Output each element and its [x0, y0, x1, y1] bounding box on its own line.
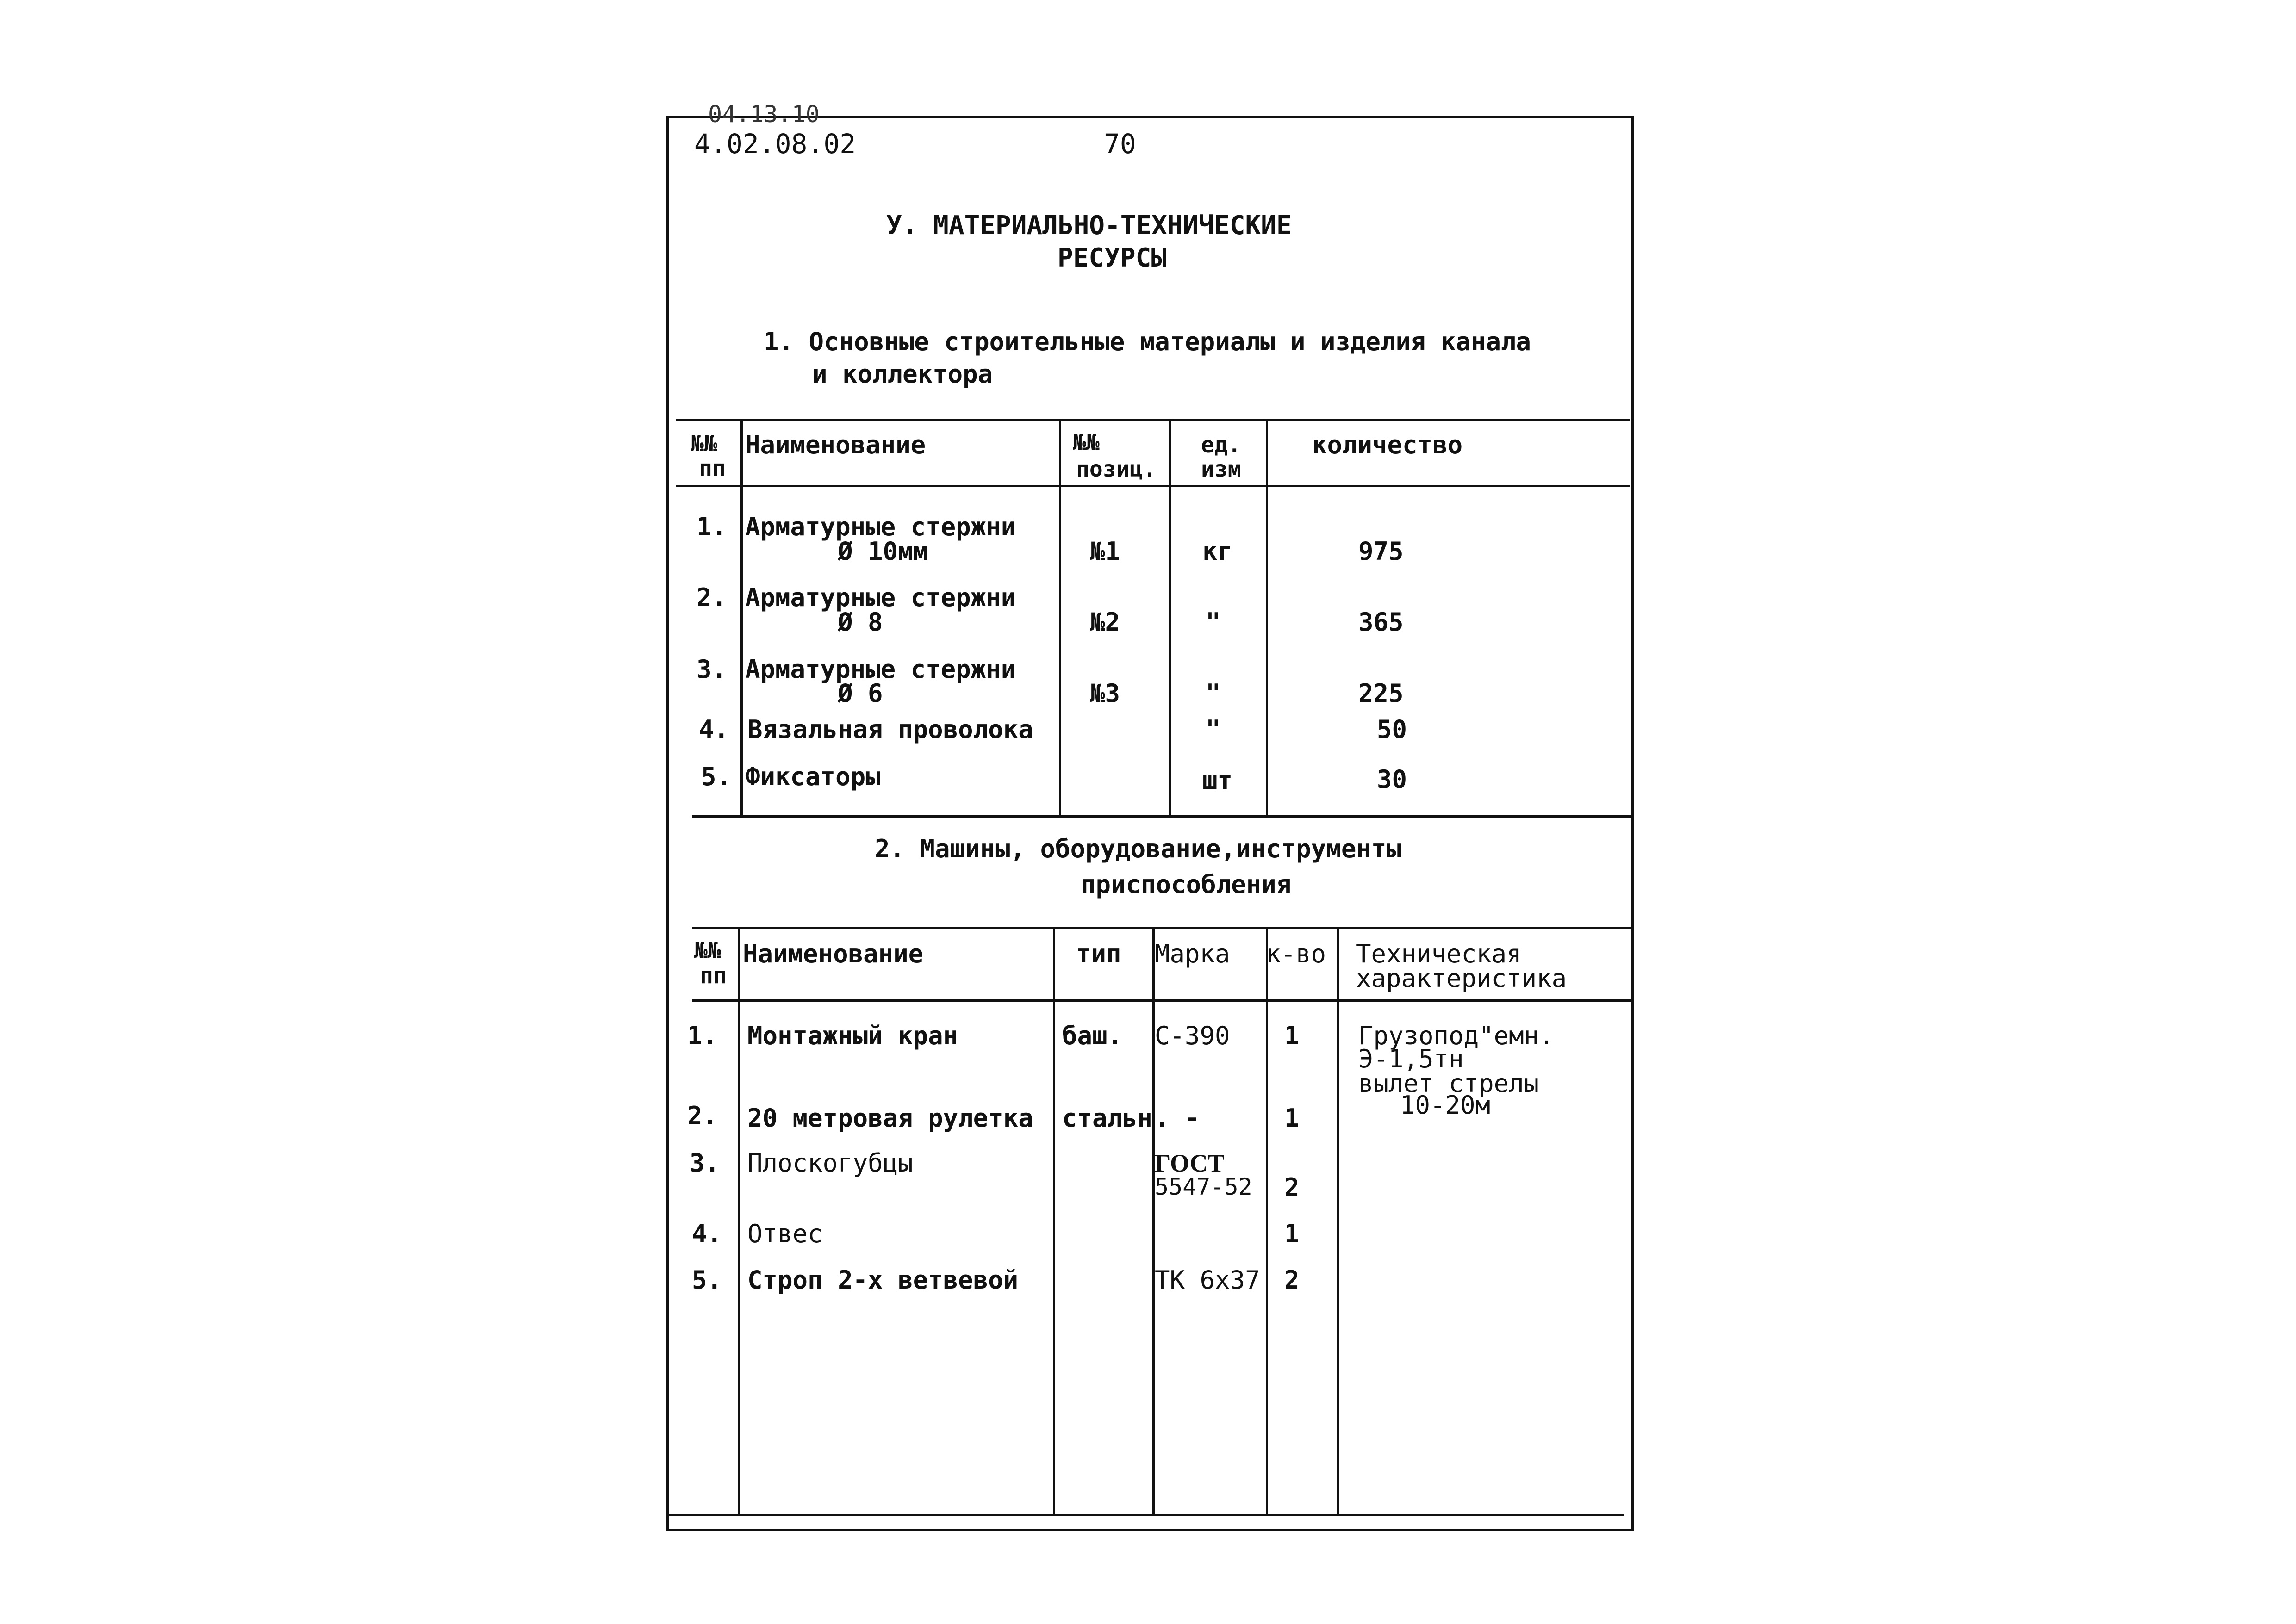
machines-header-num: №№: [694, 937, 721, 963]
document-code-top: 04.13.10: [708, 101, 820, 128]
machines-col-divider-5: [1337, 927, 1339, 1515]
machines-table-top-rule: [692, 927, 1631, 929]
materials-row-pos: №1: [1090, 537, 1120, 566]
machines-row-spec: Э-1,5тн: [1358, 1044, 1464, 1073]
machines-row-type: баш.: [1062, 1021, 1123, 1050]
materials-row-unit: ": [1206, 607, 1221, 637]
materials-row-name: Арматурные стержни: [745, 583, 1016, 612]
materials-row-num: 5.: [701, 762, 732, 791]
machines-row-name: 20 метровая рулетка: [747, 1103, 1033, 1133]
machines-header-type: тип: [1076, 939, 1121, 968]
machines-row-type: стальн: [1062, 1103, 1153, 1133]
materials-header-unit: ед.: [1201, 432, 1241, 458]
materials-row-qty: 225: [1358, 679, 1404, 708]
materials-subtitle-line1: 1. Основные строительные материалы и изделия канала: [764, 327, 1531, 356]
machines-header-rule: [692, 999, 1631, 1002]
materials-header-rule: [676, 485, 1630, 487]
machines-row-count: 1: [1284, 1219, 1300, 1248]
materials-row-qty: 50: [1377, 715, 1407, 744]
machines-row-count: 2: [1284, 1173, 1300, 1202]
machines-row-count: 2: [1284, 1265, 1300, 1295]
machines-header-spec2: характеристика: [1356, 964, 1567, 993]
materials-col-divider-4: [1266, 419, 1268, 817]
materials-row-qty: 30: [1377, 765, 1407, 794]
document-code: 4.02.08.02: [694, 128, 856, 160]
machines-row-spec: 10-20м: [1400, 1091, 1491, 1120]
machines-row-num: 5.: [692, 1265, 722, 1295]
machines-row-num: 3.: [690, 1148, 720, 1178]
machines-header-num2: пп: [700, 963, 727, 989]
machines-header-mark: Марка: [1155, 939, 1230, 968]
machines-header-name: Наименование: [743, 939, 924, 968]
materials-header-qty: количество: [1312, 430, 1463, 459]
machines-row-spec: вылет стрелы: [1358, 1069, 1539, 1098]
materials-row-unit: ": [1206, 715, 1221, 744]
machines-row-count: 1: [1284, 1021, 1300, 1050]
materials-header-pos2: позиц.: [1076, 456, 1157, 482]
materials-header-unit2: изм: [1201, 456, 1241, 482]
machines-row-spec: Грузопод"емн.: [1358, 1021, 1554, 1050]
materials-table-bottom-rule: [692, 815, 1631, 818]
machines-subtitle-line1: 2. Машины, оборудование,инструменты: [875, 834, 1401, 863]
machines-row-num: 2.: [687, 1101, 718, 1130]
materials-row-unit: кг: [1202, 537, 1233, 566]
materials-header-pos: №№: [1073, 429, 1100, 455]
materials-col-divider-2: [1059, 419, 1061, 817]
materials-header-name: Наименование: [745, 430, 926, 459]
materials-row-num: 2.: [697, 583, 727, 612]
machines-col-divider-3: [1152, 927, 1155, 1515]
materials-row-qty: 975: [1358, 537, 1404, 566]
materials-row-num: 3.: [697, 655, 727, 684]
materials-row-num: 1.: [697, 512, 727, 541]
machines-row-num: 4.: [692, 1219, 722, 1248]
materials-row-name: Фиксаторы: [745, 762, 881, 791]
materials-row-num: 4.: [699, 715, 729, 744]
machines-col-divider-2: [1053, 927, 1055, 1515]
materials-row-name: Вязальная проволока: [747, 715, 1033, 744]
machines-row-mark: . -: [1155, 1103, 1200, 1133]
machines-table-bottom-rule: [666, 1514, 1624, 1516]
materials-row-name-size: Ø 10мм: [838, 537, 928, 566]
materials-row-pos: №3: [1090, 679, 1120, 708]
machines-row-mark: ГОСТ: [1155, 1149, 1225, 1177]
machines-row-mark2: 5547-52: [1155, 1173, 1252, 1200]
page-number: 70: [1104, 128, 1136, 160]
materials-col-divider-1: [740, 419, 743, 817]
materials-table-top-rule: [676, 419, 1630, 421]
materials-row-pos: №2: [1090, 607, 1120, 637]
machines-header-count: к-во: [1266, 939, 1326, 968]
materials-row-unit: ": [1206, 679, 1221, 708]
machines-col-divider-4: [1266, 927, 1268, 1515]
machines-row-mark: С-390: [1155, 1021, 1230, 1050]
machines-row-mark: ТК 6х37: [1155, 1265, 1260, 1295]
section-title-line2: РЕСУРСЫ: [1058, 243, 1167, 273]
machines-row-name: Плоскогубцы: [747, 1148, 913, 1178]
materials-header-num: №№: [691, 431, 717, 457]
materials-row-qty: 365: [1358, 607, 1404, 637]
machines-row-count: 1: [1284, 1103, 1300, 1133]
machines-subtitle-line2: приспособления: [1081, 870, 1292, 899]
section-title-line1: У. МАТЕРИАЛЬНО-ТЕХНИЧЕСКИЕ: [886, 211, 1292, 241]
materials-header-num2: пп: [699, 455, 726, 481]
materials-subtitle-line2: и коллектора: [812, 360, 993, 389]
machines-row-name: Строп 2-х ветвевой: [747, 1265, 1019, 1295]
materials-row-unit: шт: [1202, 766, 1233, 795]
materials-row-name: Арматурные стержни: [745, 655, 1016, 684]
machines-row-num: 1.: [687, 1021, 718, 1050]
machines-row-name: Отвес: [747, 1219, 823, 1248]
machines-col-divider-1: [738, 927, 740, 1515]
machines-header-spec: Техническая: [1356, 939, 1522, 968]
machines-row-name: Монтажный кран: [747, 1021, 958, 1050]
materials-row-name-size: Ø 8: [838, 607, 883, 637]
materials-col-divider-3: [1169, 419, 1171, 817]
materials-row-name-size: Ø 6: [838, 679, 883, 708]
materials-row-name: Арматурные стержни: [745, 512, 1016, 541]
